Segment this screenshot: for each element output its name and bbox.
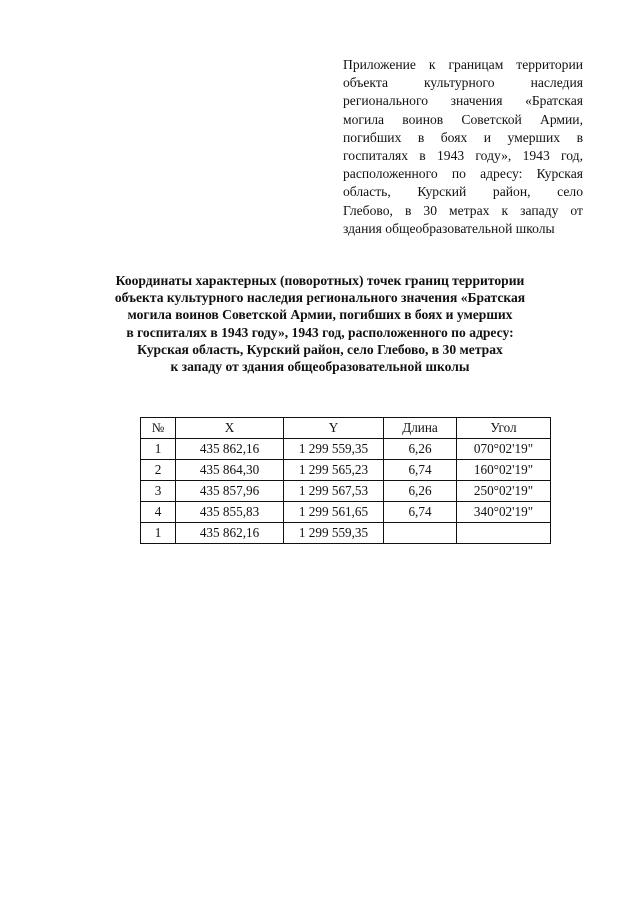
- table-row: [141, 523, 551, 544]
- cell-angle: 070°02'19": [457, 439, 551, 460]
- table-row: [141, 460, 551, 481]
- coordinates-table: [140, 417, 551, 544]
- title-line: в госпиталях в 1943 году», 1943 год, расположенного по адресу:: [126, 324, 514, 340]
- cell-length: 6,74: [384, 460, 457, 481]
- table-row: [141, 439, 551, 460]
- header-number: №: [141, 418, 176, 439]
- cell-number: 1: [141, 439, 176, 460]
- cell-x: 435 855,83: [176, 502, 284, 523]
- header-length: Длина: [384, 418, 457, 439]
- annex-line: объекта культурного наследия: [343, 75, 583, 91]
- cell-length: 6,74: [384, 502, 457, 523]
- cell-number: 4: [141, 502, 176, 523]
- annex-line: здания общеобразовательной школы: [343, 220, 555, 236]
- title-line: Курская область, Курский район, село Глебово, в 30 метрах: [137, 341, 503, 357]
- annex-line: Приложение к границам территории: [343, 57, 583, 72]
- cell-y: 1 299 559,35: [284, 523, 384, 544]
- cell-y: 1 299 567,53: [284, 481, 384, 502]
- cell-x: 435 864,30: [176, 460, 284, 481]
- cell-length: 6,26: [384, 439, 457, 460]
- annex-line: погибших в боях и умерших в: [343, 129, 583, 145]
- cell-x: 435 862,16: [176, 439, 284, 460]
- table-header-row: [141, 418, 551, 439]
- annex-line: госпиталях в 1943 году», 1943 год,: [343, 148, 583, 164]
- header-x: X: [176, 418, 284, 439]
- cell-x: 435 857,96: [176, 481, 284, 502]
- cell-y: 1 299 565,23: [284, 460, 384, 481]
- title-line: Координаты характерных (поворотных) точек границ территории: [115, 273, 525, 288]
- cell-x: 435 862,16: [176, 523, 284, 544]
- cell-length: [384, 523, 457, 544]
- cell-y: 1 299 559,35: [284, 439, 384, 460]
- cell-number: 3: [141, 481, 176, 502]
- cell-number: 2: [141, 460, 176, 481]
- title-line: объекта культурного наследия регионального значения «Братская: [114, 290, 526, 306]
- cell-y: 1 299 561,65: [284, 502, 384, 523]
- header-y: Y: [284, 418, 384, 439]
- cell-number: 1: [141, 523, 176, 544]
- annex-note: [343, 56, 583, 238]
- cell-angle: 250°02'19": [457, 481, 551, 502]
- annex-line: Глебово, в 30 метрах к западу от: [343, 202, 583, 218]
- header-angle: Угол: [457, 418, 551, 439]
- table-row: [141, 502, 551, 523]
- annex-line: регионального значения «Братская: [343, 93, 583, 109]
- cell-angle: 160°02'19": [457, 460, 551, 481]
- table-row: [141, 481, 551, 502]
- cell-length: 6,26: [384, 481, 457, 502]
- annex-line: область, Курский район, село: [343, 184, 583, 200]
- title-line: могила воинов Советской Армии, погибших в боях и умерших: [127, 307, 513, 323]
- cell-angle: 340°02'19": [457, 502, 551, 523]
- title-line: к западу от здания общеобразовательной школы: [170, 359, 470, 375]
- annex-line: расположенного по адресу: Курская: [343, 166, 583, 182]
- annex-line: могила воинов Советской Армии,: [343, 111, 583, 127]
- document-title: [60, 272, 580, 375]
- cell-angle: [457, 523, 551, 544]
